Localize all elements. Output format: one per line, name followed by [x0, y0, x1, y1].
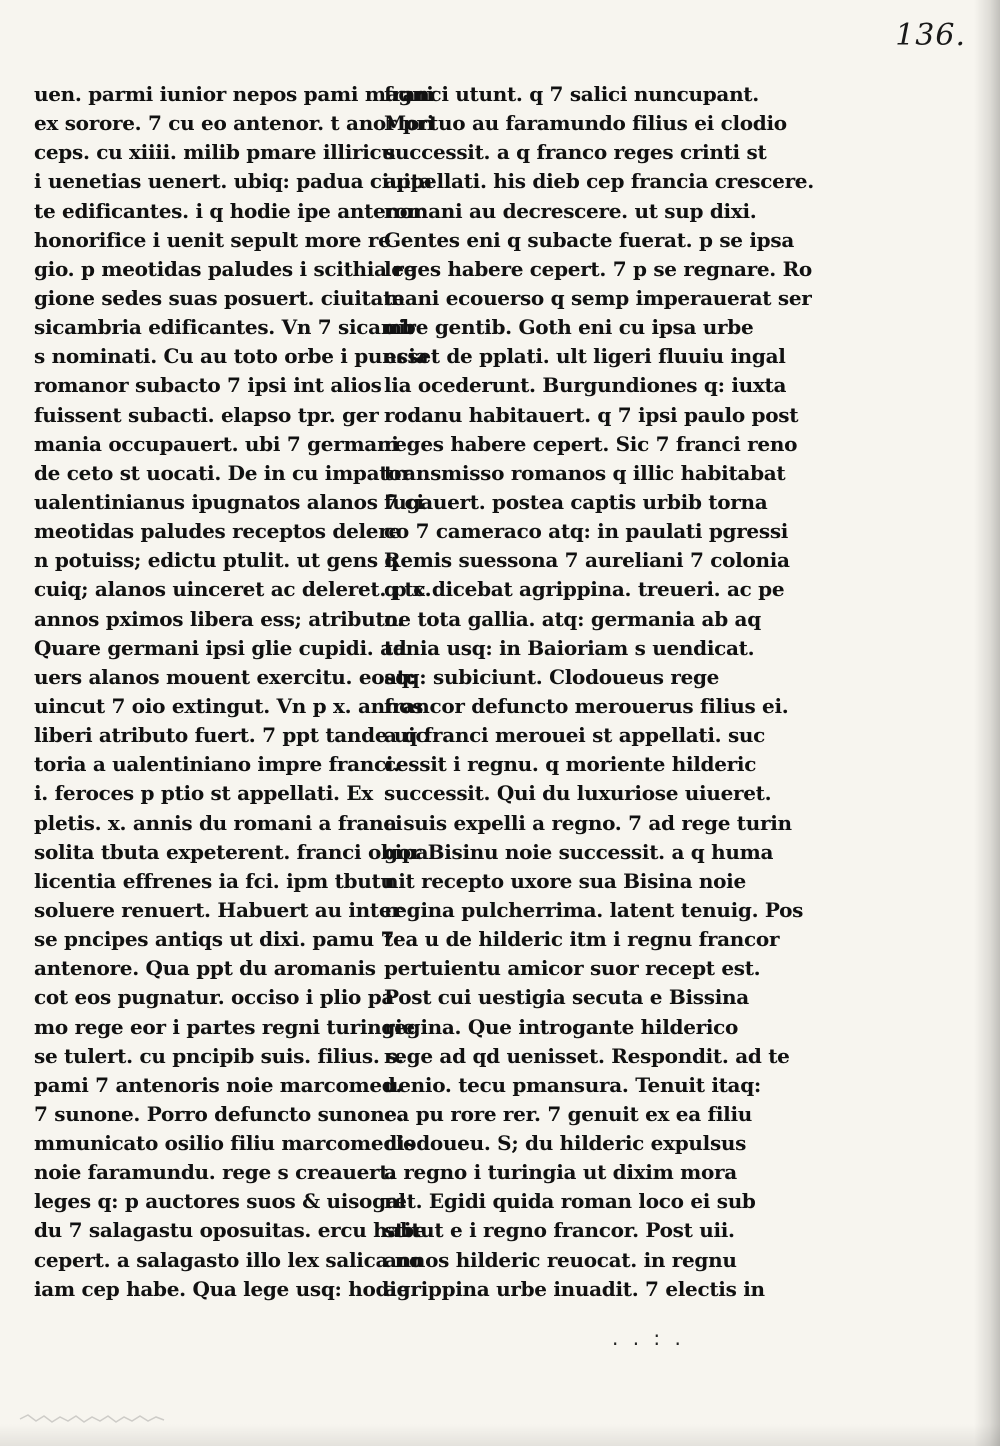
left-column-line: uen. parmi iunior nepos pami magni — [34, 82, 434, 106]
right-column-line: ea pu rore rer. 7 genuit ex ea filiu — [384, 1101, 752, 1126]
left-column-line: mmunicato osilio filiu marcomedis — [34, 1131, 416, 1156]
left-column-line: gione sedes suas posuert. ciuitate — [34, 285, 405, 310]
left-column-line: sicambria edificantes. Vn 7 sicamb — [34, 315, 416, 340]
left-column-line: annos pximos libera ess; atributo. — [34, 606, 404, 631]
right-column-line: annos hilderic reuocat. in regnu — [384, 1247, 737, 1272]
left-column-line: leges q: p auctores suos & uisogal — [34, 1189, 406, 1214]
right-column-line: regina pulcherrima. latent tenuig. Pos — [384, 897, 804, 922]
left-column-line: i uenetias uenert. ubiq: padua ciuita — [34, 169, 433, 194]
right-column-line: regina. Que introgante hilderico — [384, 1014, 739, 1039]
right-column-line: reges habere cepert. Sic 7 franci reno — [384, 431, 798, 456]
right-column-line: franci utunt. q 7 salici nuncupant. — [384, 82, 759, 106]
right-column-line: q tc dicebat agrippina. treueri. ac pe — [384, 577, 785, 602]
right-column-line: esset de pplati. ult ligeri fluuiu ingal — [384, 344, 786, 369]
right-column-line: clodoueu. S; du hilderic expulsus — [384, 1131, 747, 1156]
left-column-line: licentia effrenes ia fci. ipm tbutu — [34, 868, 395, 893]
right-column-line: mani ecouerso q semp imperauerat ser — [384, 285, 812, 310]
left-column-line: 7 sunone. Porro defuncto sunone. — [34, 1101, 404, 1126]
left-column-line: ex sorore. 7 cu eo antenor. t anor pri — [34, 111, 435, 136]
right-column-line: Mortuo au faramundo filius ei clodio — [384, 111, 787, 136]
right-column-line: successit. Qui du luxuriose uiueret. — [384, 781, 772, 806]
right-column-line: tea u de hilderic itm i regnu francor — [384, 927, 780, 952]
left-column-line: se tulert. cu pncipib suis. filius. s. — [34, 1043, 404, 1068]
right-column-line: stitut e i regno francor. Post uii. — [384, 1218, 735, 1243]
left-column-line: de ceto st uocati. De in cu impator — [34, 460, 412, 485]
left-text-column — [34, 80, 435, 1304]
right-column-line: rege ad qd uenisset. Respondit. ad te — [384, 1043, 790, 1068]
right-column-line: co 7 cameraco atq: in paulati pgressi — [384, 519, 789, 544]
right-column-line: rodanu habitauert. q 7 ipsi paulo post — [384, 402, 799, 427]
left-column-line: ceps. cu xiiii. milib pmare illiricu — [34, 140, 396, 165]
right-column-line: fugauert. postea captis urbib torna — [384, 489, 768, 514]
left-column-line: cuiq; alanos uinceret ac deleret. p x. — [34, 577, 432, 602]
left-column-line: n potuiss; edictu ptulit. ut gens q — [34, 548, 399, 573]
page-edge-shadow — [974, 0, 1000, 1446]
left-column-line: mania occupauert. ubi 7 germani — [34, 431, 399, 456]
left-column-line: noie faramundu. rege s creauert. — [34, 1160, 395, 1185]
left-column-line: te edificantes. i q hodie ipe antenor — [34, 198, 423, 223]
right-column-line: ret. Egidi quida roman loco ei sub — [384, 1189, 756, 1214]
footer-ink-marks: . . : . — [612, 1326, 685, 1350]
right-column-line: a regno i turingia ut dixim mora — [384, 1160, 737, 1185]
right-column-line: ne tota gallia. atq: germania ab aq — [384, 606, 761, 631]
right-column-line: uenio. tecu pmansura. Tenuit itaq: — [384, 1072, 761, 1097]
left-column-line: pletis. x. annis du romani a franci — [34, 810, 403, 835]
right-column-line: romani au decrescere. ut sup dixi. — [384, 198, 757, 223]
left-column-line: mo rege eor i partes regni turingie — [34, 1014, 415, 1039]
left-column-line: soluere renuert. Habuert au inter — [34, 897, 402, 922]
page-bottom-edge — [0, 1424, 1000, 1446]
right-text-column — [384, 80, 814, 1304]
left-column-line: se pncipes antiqs ut dixi. pamu 7 — [34, 927, 395, 952]
right-column-line: Post cui uestigia secuta e Bissina — [384, 985, 749, 1010]
left-column-line: pami 7 antenoris noie marcomed. — [34, 1072, 403, 1097]
right-column-line: pertuientu amicor suor recept est. — [384, 956, 761, 981]
right-column-line: gor Bisinu noie successit. a q huma — [384, 839, 774, 864]
right-column-line: tania usq: in Baioriam s uendicat. — [384, 635, 755, 660]
right-column-line: nit recepto uxore sua Bisina noie — [384, 868, 746, 893]
right-column-line: agrippina urbe inuadit. 7 electis in — [384, 1276, 765, 1301]
left-column-line: meotidas paludes receptos delere — [34, 519, 401, 544]
right-column-line: lia ocederunt. Burgundiones q: iuxta — [384, 373, 787, 398]
left-column-line: uers alanos mouent exercitu. eosq: — [34, 664, 417, 689]
left-column-line: iam cep habe. Qua lege usq: hodie — [34, 1276, 409, 1301]
left-column-line: Quare germani ipsi glie cupidi. ad — [34, 635, 407, 660]
left-column-line: cot eos pugnatur. occiso i plio pa — [34, 985, 395, 1010]
left-column-line: gio. p meotidas paludes i scithia re — [34, 256, 417, 281]
right-column-line: atq: subiciunt. Clodoueus rege — [384, 664, 720, 689]
left-column-line: i. feroces p ptio st appellati. Ex — [34, 781, 373, 806]
right-column-line: a suis expelli a regno. 7 ad rege turin — [384, 810, 792, 835]
right-column-line: francor defuncto merouerus filius ei. — [384, 693, 789, 718]
right-column-line: successit. a q franco reges crinti st — [384, 140, 767, 165]
left-column-line: romanor subacto 7 ipsi int alios — [34, 373, 382, 398]
left-column-line: uincut 7 oio extingut. Vn p x. annos — [34, 693, 424, 718]
left-column-line: liberi atributo fuert. 7 ppt tande uic — [34, 723, 428, 748]
left-column-line: antenore. Qua ppt du aromanis — [34, 956, 376, 981]
right-column-line: Gentes eni q subacte fuerat. p se ipsa — [384, 227, 794, 252]
left-column-line: fuissent subacti. elapso tpr. ger — [34, 402, 379, 427]
left-column-line: ualentinianus ipugnatos alanos 7 ci — [34, 489, 424, 514]
left-column-line: cepert. a salagasto illo lex salica no — [34, 1247, 423, 1272]
right-column-line: leges habere cepert. 7 p se regnare. Ro — [384, 256, 812, 281]
right-column-line: appellati. his dieb cep francia crescere. — [384, 169, 814, 194]
folio-number: 136. — [895, 18, 966, 53]
binding-stain — [18, 1412, 168, 1426]
right-column-line: uire gentib. Goth eni cu ipsa urbe — [384, 315, 754, 340]
left-column-line: honorifice i uenit sepult more re — [34, 227, 391, 252]
right-column-line: Remis suessona 7 aureliani 7 colonia — [384, 548, 790, 573]
right-column-line: a q franci merouei st appellati. suc — [384, 723, 766, 748]
left-column-line: s nominati. Cu au toto orbe i puncia — [34, 344, 429, 369]
right-column-line: cessit i regnu. q moriente hilderic — [384, 752, 757, 777]
left-column-line: toria a ualentiniano impre franci. — [34, 752, 400, 777]
right-column-line: transmisso romanos q illic habitabat — [384, 460, 786, 485]
left-column-line: du 7 salagastu oposuitas. ercu habe — [34, 1218, 427, 1243]
left-column-line: solita tbuta expeterent. franci obipa — [34, 839, 429, 864]
